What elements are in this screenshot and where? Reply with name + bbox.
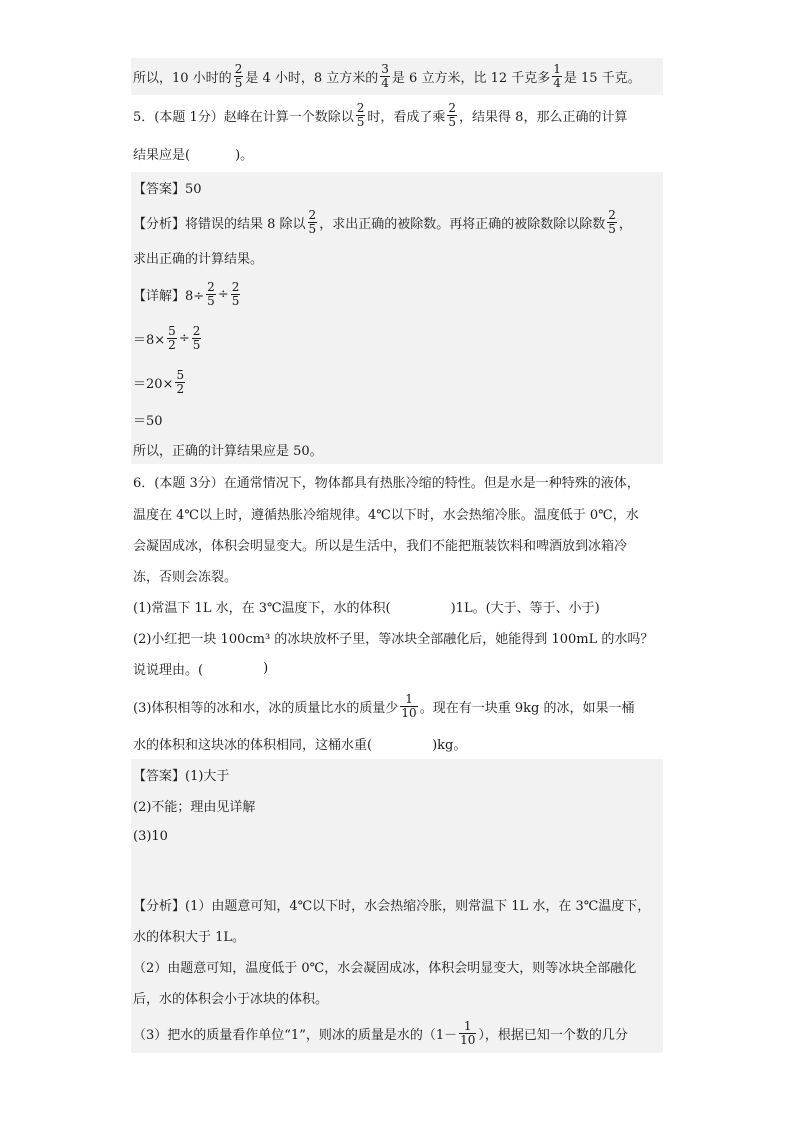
q6-spacer <box>131 852 663 889</box>
q6-answer2 <box>131 790 663 821</box>
q6-part2-line1 <box>131 622 663 653</box>
text: 说说理由。( <box>133 663 204 678</box>
fraction <box>607 209 617 236</box>
fraction-denominator: 5 <box>192 337 201 352</box>
fraction-denominator: 2 <box>168 337 176 352</box>
fraction-numerator: 5 <box>168 323 176 338</box>
fraction-numerator: 2 <box>308 207 317 222</box>
fraction <box>356 102 366 129</box>
fraction-denominator: 4 <box>553 76 561 90</box>
fraction-numerator: 2 <box>207 279 215 294</box>
q6-answer3 <box>131 821 663 852</box>
text: 【分析】(1）由题意可知，4℃以下时，水会热缩冷胀，则常温下 1L 水，在 3℃温度下， <box>133 899 651 914</box>
fraction-numerator: 2 <box>448 100 457 115</box>
fraction-numerator: 2 <box>192 323 201 338</box>
fraction <box>447 102 457 129</box>
answer-text: 【答案】50 <box>133 181 202 197</box>
q5-stem-line2 <box>131 135 663 172</box>
text: 6．(本题 3分）在通常情况下，物体都具有热胀冷缩的特性。但是水是一种特殊的液体， <box>133 475 640 491</box>
q6-part3-line2 <box>131 728 663 759</box>
q6-part1 <box>131 591 663 622</box>
fraction-numerator: 2 <box>231 279 240 294</box>
q5-analysis-line2 <box>131 242 663 272</box>
fraction-numerator: 1 <box>463 1018 472 1033</box>
fraction-numerator: 1 <box>553 62 561 76</box>
q6-part2-line2 <box>131 653 663 684</box>
text: 会凝固成冰，体积会明显变大。所以是生活中，我们不能把瓶装饮料和啤酒放到冰箱冷 <box>133 539 628 554</box>
q5-step1 <box>131 316 663 360</box>
fraction-denominator: 5 <box>608 221 616 236</box>
fraction <box>192 325 202 352</box>
fraction-denominator: 5 <box>308 221 317 236</box>
fraction <box>167 325 177 352</box>
fraction-numerator: 3 <box>381 62 389 76</box>
text: 【分析】将错误的结果 8 除以 <box>133 216 306 232</box>
q6-part3-line1 <box>131 684 663 728</box>
text: (2)小红把一块 100cm³ 的冰块放杯子里，等冰块全部融化后，她能得到 100mL 的水吗？ <box>133 632 654 647</box>
text: 后，水的体积会小于冰块的体积。 <box>133 992 329 1007</box>
text: 5．(本题 1分）赵峰在计算一个数除以 <box>133 109 354 125</box>
text: )。 <box>235 148 254 163</box>
q6-analysis3-line1 <box>131 1013 663 1053</box>
text: )1L。(大于、等于、小于) <box>450 601 600 616</box>
text: 冻，否则会冻裂。 <box>133 570 238 585</box>
q6-analysis2-line1 <box>131 951 663 982</box>
fraction-numerator: 5 <box>176 367 185 382</box>
text: 时，看成了乘 <box>367 109 446 125</box>
text: ，求出正确的被除数。再将正确的被除数除以除数 <box>319 216 606 232</box>
text: ，结果得 8，那么正确的计算 <box>459 109 628 125</box>
text: （3）把水的质量看作单位“1”，则冰的质量是水的（1－ <box>133 1027 458 1043</box>
text: 是 15 千克。 <box>563 71 641 86</box>
fraction-numerator: 2 <box>356 100 365 115</box>
fraction <box>552 63 562 90</box>
text: 所以，10 小时的 <box>133 71 232 86</box>
q6-analysis1-line2 <box>131 920 663 951</box>
fraction <box>308 209 318 236</box>
fraction <box>234 63 244 90</box>
fraction-denominator: 5 <box>234 76 243 90</box>
fraction-denominator: 4 <box>381 76 389 90</box>
fraction-denominator: 10 <box>401 705 417 720</box>
text: 【详解】8÷ <box>133 288 205 304</box>
prev-summary-line <box>131 58 663 95</box>
fraction-denominator: 2 <box>176 381 185 396</box>
text: 水的体积大于 1L。 <box>133 930 246 945</box>
content-area <box>131 58 663 1053</box>
q5-answer <box>131 172 663 202</box>
answer-text: (2)不能；理由见详解 <box>133 800 256 815</box>
fraction-denominator: 5 <box>356 114 365 129</box>
text: 温度在 4℃以上时，遵循热胀冷缩规律。4℃以下时，水会热缩冷胀。温度低于 0℃，水 <box>133 508 639 523</box>
q6-stem-line1 <box>131 464 663 498</box>
fraction-denominator: 5 <box>231 293 240 308</box>
fraction-numerator: 1 <box>405 691 413 706</box>
q6-stem-line2 <box>131 498 663 529</box>
text: 所以，正确的计算结果应是 50。 <box>133 443 323 459</box>
q5-step3 <box>131 404 663 434</box>
text: (3)体积相等的冰和水，冰的质量比水的质量少 <box>133 700 399 716</box>
q5-stem-line1 <box>131 95 663 135</box>
fraction <box>175 369 185 396</box>
text: ＝8× <box>133 332 166 348</box>
text: 求出正确的计算结果。 <box>133 251 264 267</box>
fraction <box>400 693 417 720</box>
q6-answer1 <box>131 759 663 790</box>
q6-analysis1-line1 <box>131 889 663 920</box>
text: ＝20× <box>133 376 174 392</box>
q6-stem-line3 <box>131 529 663 560</box>
text: )kg。 <box>432 738 467 753</box>
text: (1)常温下 1L 水，在 3℃温度下，水的体积( <box>133 601 391 616</box>
q6-stem-line4 <box>131 560 663 591</box>
text: （2）由题意可知，温度低于 0℃，水会凝固成冰，体积会明显变大，则等冰块全部融化 <box>133 961 637 976</box>
text: ＝50 <box>133 413 163 429</box>
text: 结果应是( <box>133 148 191 163</box>
text: ÷ <box>178 330 190 346</box>
text: ÷ <box>217 286 229 302</box>
text: ) <box>263 661 269 676</box>
answer-text: (3)10 <box>133 829 168 844</box>
fraction <box>380 63 390 90</box>
answer-text: 【答案】(1)大于 <box>133 769 230 784</box>
q5-step2 <box>131 360 663 404</box>
text: 。现在有一块重 9kg 的冰，如果一桶 <box>419 700 635 716</box>
q5-analysis-line1 <box>131 202 663 242</box>
q5-conclusion <box>131 434 663 464</box>
fraction-numerator: 2 <box>234 62 243 76</box>
fraction-denominator: 10 <box>460 1032 476 1047</box>
text: 是 4 小时，8 立方米的 <box>245 71 379 86</box>
fraction <box>231 281 241 308</box>
text: 是 6 立方米，比 12 千克多 <box>391 71 551 86</box>
text: 水的体积和这块冰的体积相同，这桶水重( <box>133 738 373 753</box>
fraction-denominator: 5 <box>207 293 215 308</box>
text: ， <box>618 216 632 232</box>
fraction <box>459 1020 476 1047</box>
text: ），根据已知一个数的几分 <box>478 1027 628 1043</box>
fraction <box>206 281 216 308</box>
fraction-numerator: 2 <box>608 207 616 222</box>
fraction-denominator: 5 <box>448 114 457 129</box>
q5-detail-line <box>131 272 663 316</box>
q6-analysis2-line2 <box>131 982 663 1013</box>
